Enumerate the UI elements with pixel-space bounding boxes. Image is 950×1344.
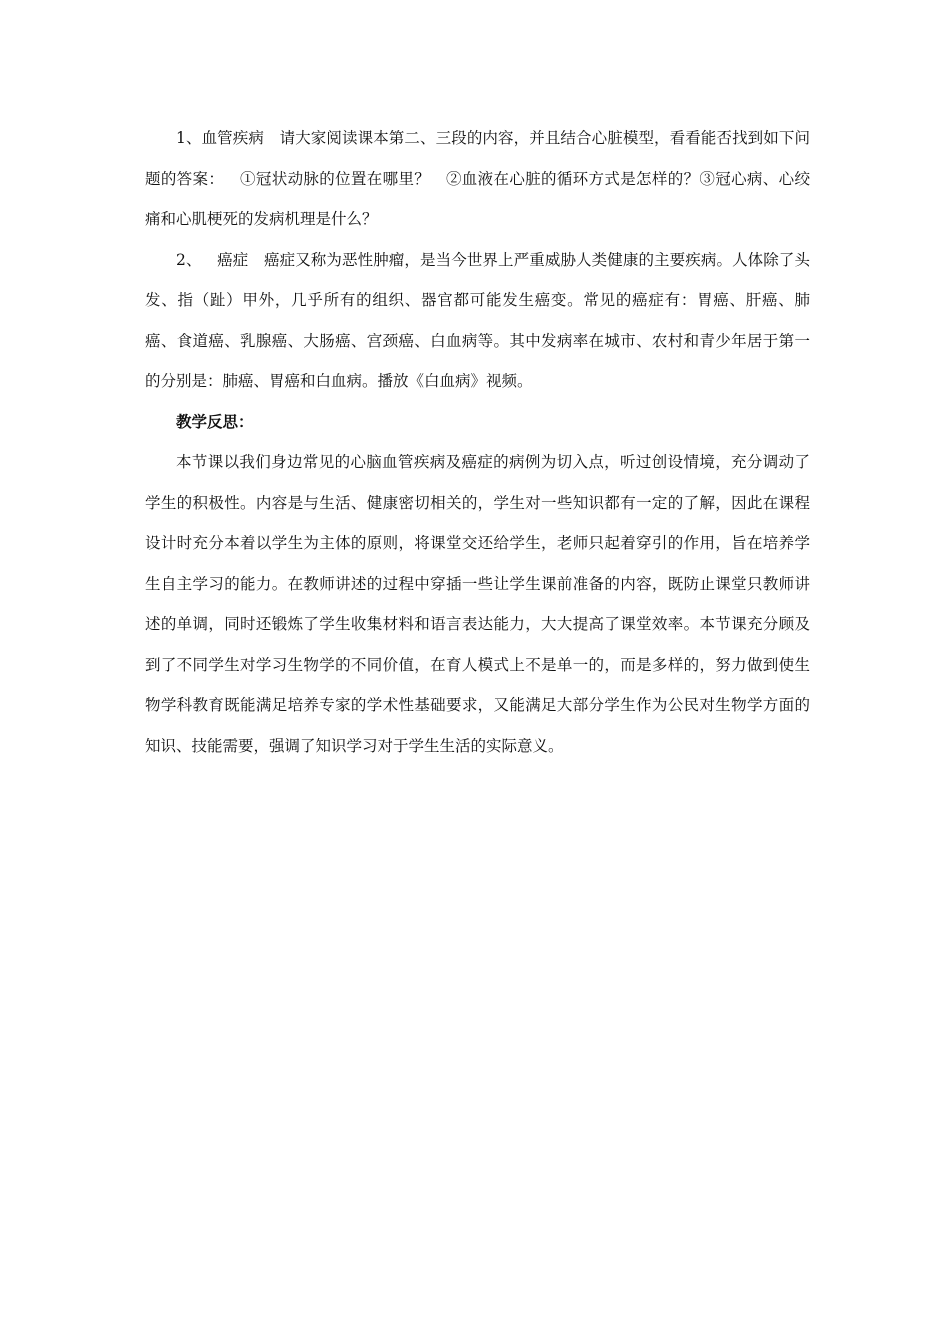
- paragraph-reflection: 本节课以我们身边常见的心脑血管疾病及癌症的病例为切入点，听过创设情境，充分调动了学生的积极性。内容是与生活、健康密切相关的，学生对一些知识都有一定的了解，因此在课程设计时充分本着以学生为主体的原则，将课堂交还给学生，老师只起着穿引的作用，旨在培养学生自主学习的能力。在教师讲述的过程中穿插一些让学生课前准备的内容，既防止课堂只教师讲述的单调，同时还锻炼了学生收集材料和语言表达能力，大大提高了课堂效率。本节课充分顾及到了不同学生对学习生物学的不同价值，在育人模式上不是单一的，而是多样的，努力做到使生物学科教育既能满足培养专家的学术性基础要求，又能满足大部分学生作为公民对生物学方面的知识、技能需要，强调了知识学习对于学生生活的实际意义。: [145, 453, 810, 755]
- section2-text: 癌症又称为恶性肿瘤，是当今世界上严重威胁人类健康的主要疾病。人体除了头发、指（趾）甲外，几乎所有的组织、器官都可能发生癌变。常见的癌症有：胃癌、肝癌、肺癌、食道癌、乳腺癌、大肠癌、宫颈癌、白血病等。其中发病率在城市、农村和青少年居于第一的分别是：肺癌、胃癌和白血病。播放《白血病》视频。: [145, 250, 810, 390]
- paragraph-cancer: [145, 240, 810, 402]
- paragraph-vascular-disease: [145, 118, 810, 240]
- section1-text: 请大家阅读课本第二、三段的内容，并且结合心脏模型，看看能否找到如下问题的答案：: [145, 129, 810, 188]
- section2-label: 2、: [176, 250, 202, 269]
- section2-title: 癌症: [217, 250, 249, 269]
- document-page: [145, 118, 810, 766]
- question-2: ②血液在心脏的循环方式是怎样的？: [445, 169, 700, 188]
- question-1: ①冠状动脉的位置在哪里？: [239, 169, 431, 188]
- section1-label: 1、血管疾病: [176, 129, 264, 147]
- question-3: ③冠心病、心绞痛和心肌梗死的发病机理是什么？: [145, 169, 810, 228]
- reflection-heading: 教学反思：: [176, 411, 254, 431]
